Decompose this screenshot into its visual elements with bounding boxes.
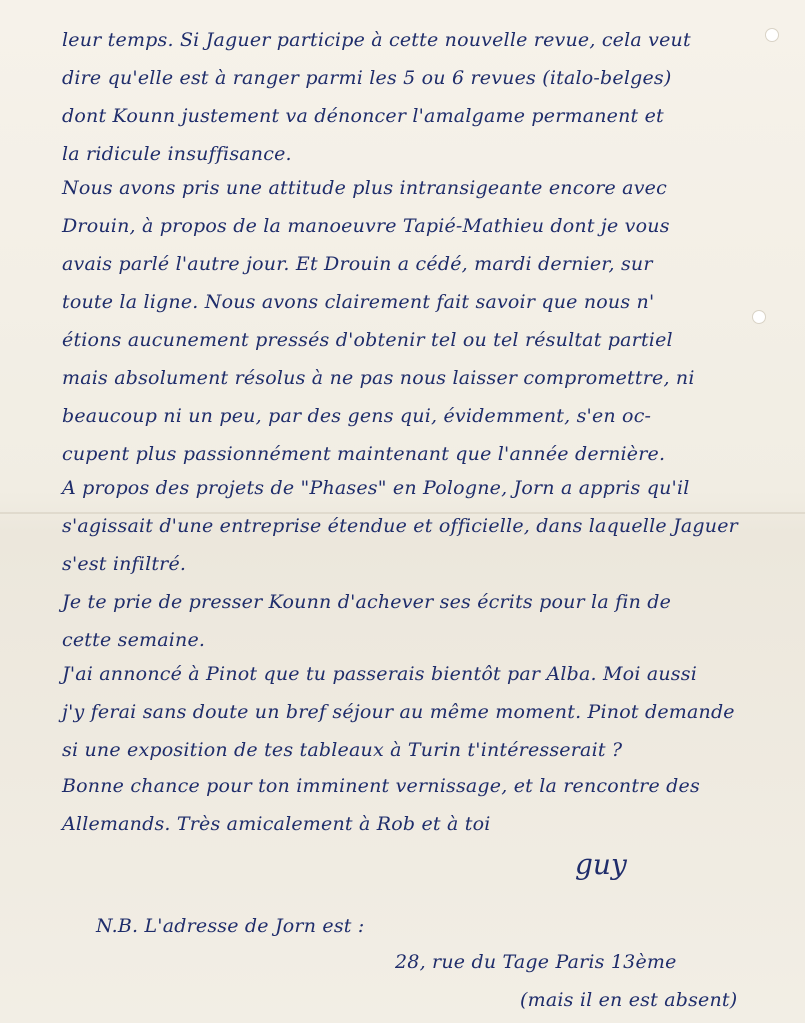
letter-line: dont Kounn justement va dénoncer l'amalgame permanent et xyxy=(62,105,664,127)
letter-line: cette semaine. xyxy=(62,629,206,651)
letter-line: leur temps. Si Jaguer participe à cette nouvelle revue, cela veut xyxy=(62,29,691,51)
letter-line: s'agissait d'une entreprise étendue et officielle, dans laquelle Jaguer xyxy=(62,515,738,537)
letter-line: cupent plus passionnément maintenant que l'année dernière. xyxy=(62,443,666,465)
letter-line: s'est infiltré. xyxy=(62,553,187,575)
letter-line: 28, rue du Tage Paris 13ème xyxy=(395,951,677,973)
letter-line: Nous avons pris une attitude plus intransigeante encore avec xyxy=(62,177,667,199)
letter-line: A propos des projets de "Phases" en Pologne, Jorn a appris qu'il xyxy=(62,477,690,499)
letter-line: J'ai annoncé à Pinot que tu passerais bientôt par Alba. Moi aussi xyxy=(62,663,697,685)
letter-line: mais absolument résolus à ne pas nous laisser compromettre, ni xyxy=(62,367,695,389)
letter-line: j'y ferai sans doute un bref séjour au même moment. Pinot demande xyxy=(62,701,735,723)
letter-line: si une exposition de tes tableaux à Turin t'intéresserait ? xyxy=(62,739,623,761)
letter-line: avais parlé l'autre jour. Et Drouin a cédé, mardi dernier, sur xyxy=(62,253,653,275)
letter-line: étions aucunement pressés d'obtenir tel ou tel résultat partiel xyxy=(62,329,673,351)
letter-line: Allemands. Très amicalement à Rob et à toi xyxy=(62,813,491,835)
letter-line: la ridicule insuffisance. xyxy=(62,143,292,165)
punch-hole-top xyxy=(765,28,779,42)
signature: guy xyxy=(575,848,627,881)
punch-hole-middle xyxy=(752,310,766,324)
letter-line: Bonne chance pour ton imminent vernissage, et la rencontre des xyxy=(62,775,700,797)
letter-line: Je te prie de presser Kounn d'achever ses écrits pour la fin de xyxy=(62,591,672,613)
letter-line: beaucoup ni un peu, par des gens qui, évidemment, s'en oc- xyxy=(62,405,652,427)
letter-line: toute la ligne. Nous avons clairement fait savoir que nous n' xyxy=(62,291,655,313)
letter-line: N.B. L'adresse de Jorn est : xyxy=(96,915,365,937)
letter-line: dire qu'elle est à ranger parmi les 5 ou 6 revues (italo-belges) xyxy=(62,67,672,89)
letter-line: Drouin, à propos de la manoeuvre Tapié-Mathieu dont je vous xyxy=(62,215,670,237)
letter-line: (mais il en est absent) xyxy=(520,989,738,1011)
